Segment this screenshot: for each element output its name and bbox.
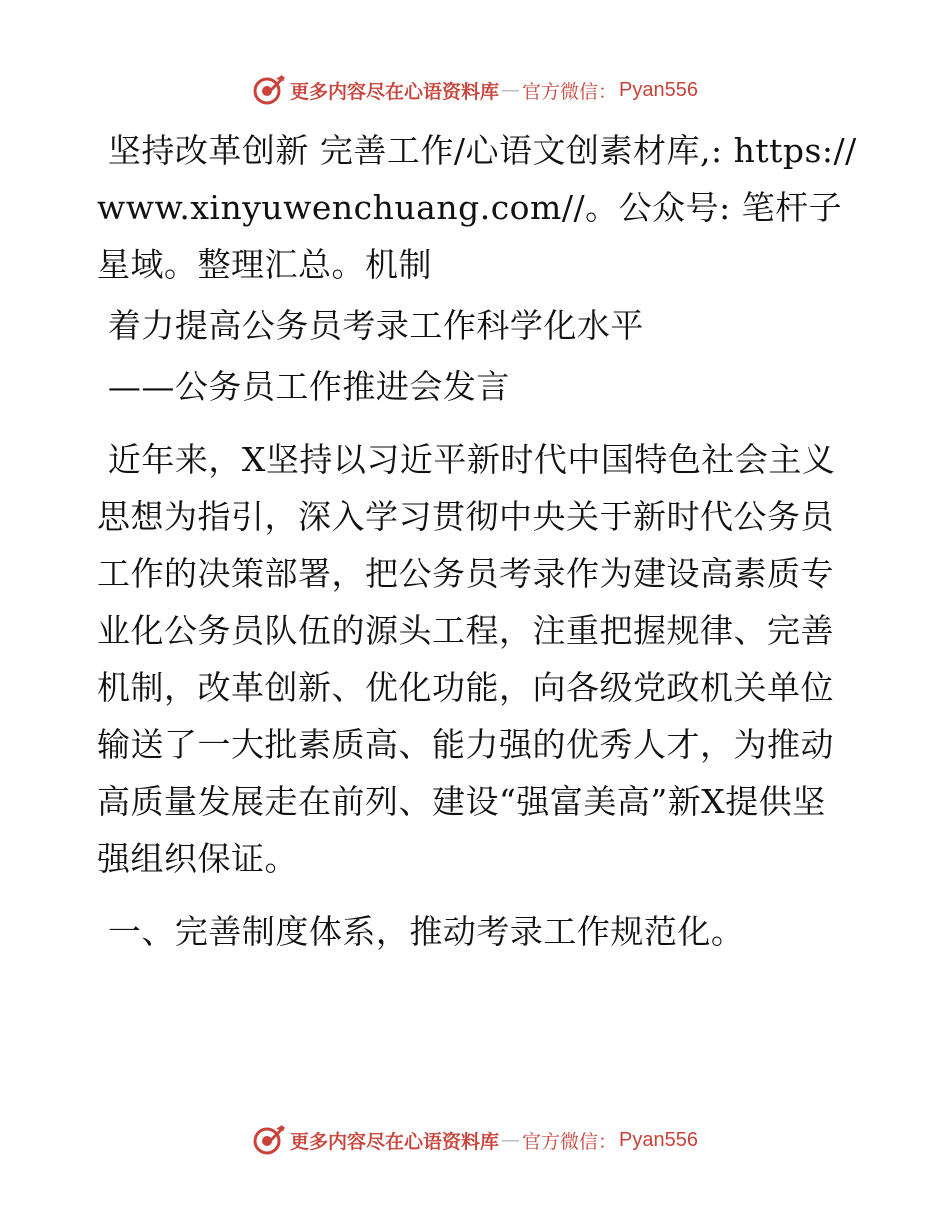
banner-separator: — [501,1129,521,1151]
intro-paragraph: 坚持改革创新 完善工作/心语文创素材库,: https://www.xinyuwenchuang.com//。公众号: 笔杆子星域。整理汇总。机制 [97,131,857,284]
section-heading: 一、完善制度体系，推动考录工作规范化。 [107,912,745,951]
banner-separator: — [501,79,521,101]
banner-wechat-id: Pyan556 [619,1128,698,1151]
document-body [97,122,857,960]
body-paragraph: 近年来，X坚持以习近平新时代中国特色社会主义思想为指引，深入学习贯彻中央关于新时代公务员工作的决策部署，把公务员考录作为建设高素质专业化公务员队伍的源头工程，注重把握规律、完善机制，改革创新、优化功能，向各级党政机关单位输送了一大批素质高、能力强的优秀人才，为推动高质量发展走在前列、建设“强富美高”新X提供坚强组织保证。 [97,440,836,878]
banner-text: 更多内容尽在心语资料库 [290,1130,500,1153]
document-subtitle: ——公务员工作推进会发言 [107,367,510,406]
quill-logo-icon [252,73,286,107]
document-title: 着力提高公务员考录工作科学化水平 [107,306,644,345]
banner-text: 更多内容尽在心语资料库 [290,80,500,103]
header-watermark-banner [0,70,950,110]
banner-wechat-label: 官方微信： [522,80,618,103]
quill-logo-icon [252,1123,286,1157]
footer-watermark-banner [0,1120,950,1160]
banner-wechat-label: 官方微信： [522,1130,618,1153]
banner-wechat-id: Pyan556 [619,78,698,101]
